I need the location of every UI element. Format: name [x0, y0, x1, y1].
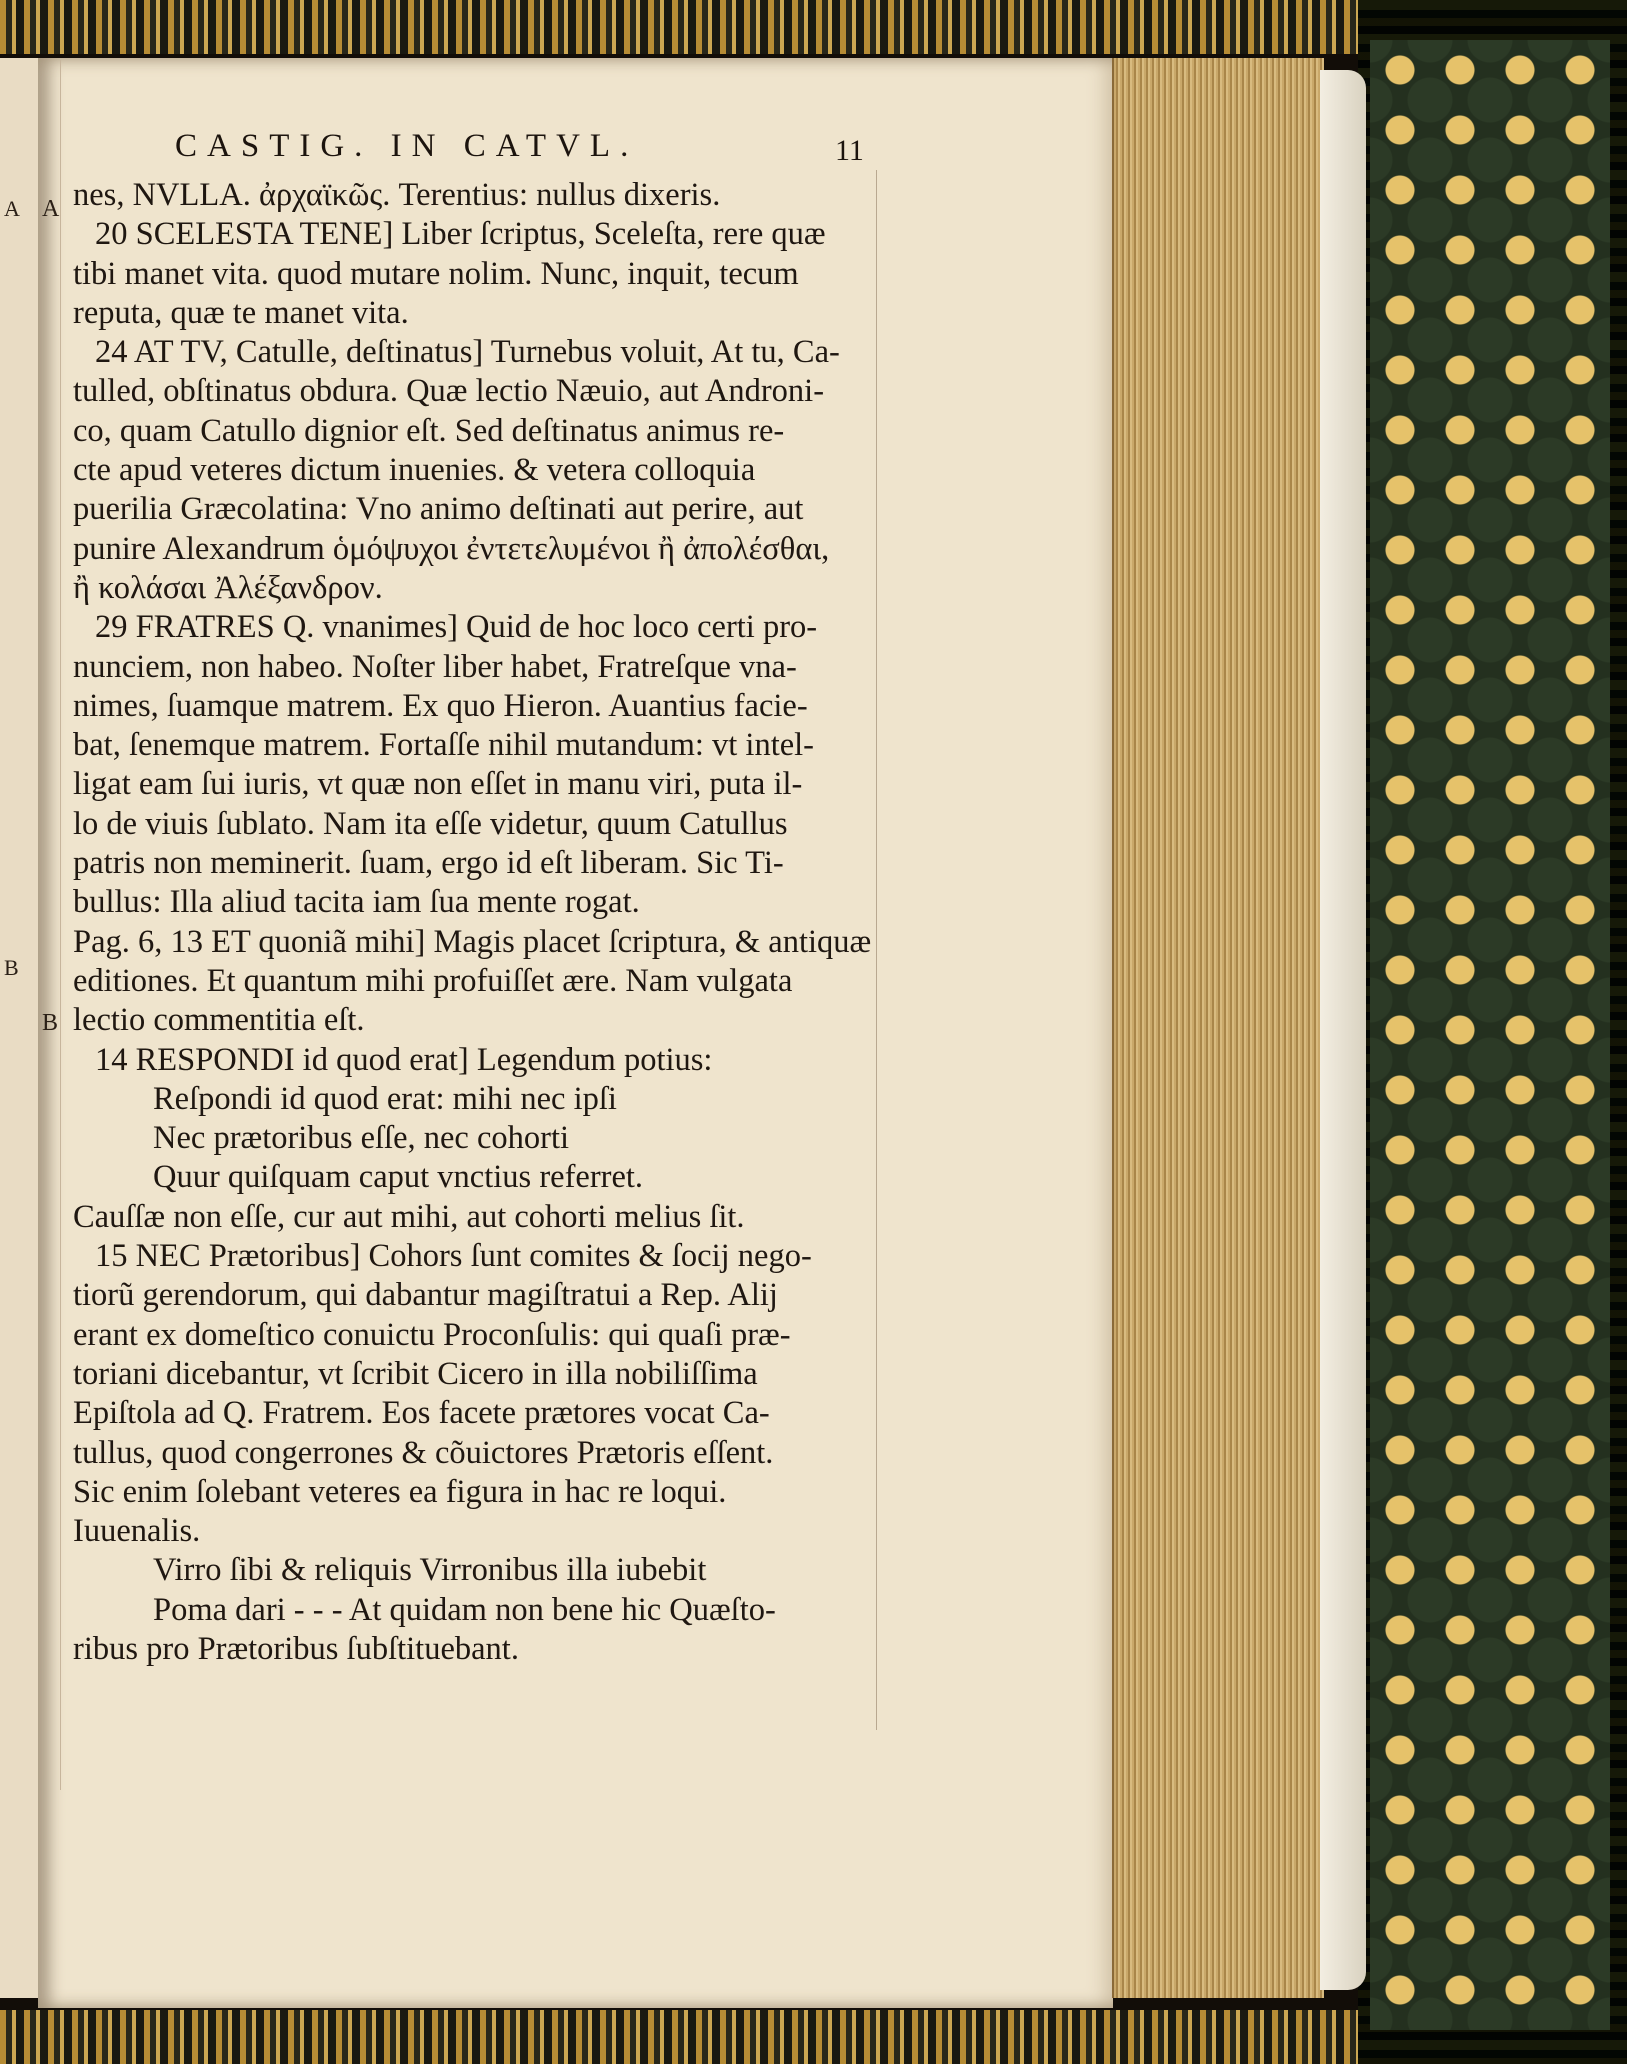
page-edge-highlight: [1320, 70, 1366, 1990]
facing-page-edge: [0, 58, 43, 1998]
text-line: tulled, obſtinatus obdura. Quæ lectio Næuio, aut Androni-: [73, 373, 825, 410]
text-line: nes, NVLLA. ἀρχαϊκῶς. Terentius: nullus dixeris.: [73, 177, 721, 213]
text-line: Pag. 6, 13 ET quoniã mihi] Magis placet ſcriptura, & antiquæ: [73, 923, 872, 960]
gilt-border-top: [0, 0, 1420, 54]
text-line: puerilia Græcolatina: Vno animo deſtinati aut perire, aut: [73, 491, 804, 528]
text-line: punire Alexandrum ὁμόψυχοι ἐντετελυμένοι ἢ ἀπολέσθαι,: [73, 530, 830, 567]
text-line: tullus, quod congerrones & cõuictores Prætoris eſſent.: [73, 1434, 774, 1471]
text-line: 24 AT TV, Catulle, deſtinatus] Turnebus voluit, At tu, Ca-: [95, 334, 840, 371]
text-line: cte apud veteres dictum inuenies. & vetera colloquia: [73, 452, 756, 489]
text-line: Reſpondi id quod erat: mihi nec ipſi: [153, 1080, 617, 1117]
running-head: CASTIG. IN CATVL.: [175, 128, 639, 164]
text-line: Nec prætoribus eſſe, nec cohorti: [153, 1120, 570, 1157]
text-line: bat, ſenemque matrem. Fortaſſe nihil mutandum: vt intel-: [73, 727, 815, 764]
text-line: ligat eam ſui iuris, vt quæ non eſſet in manu viri, puta il-: [73, 766, 803, 803]
text-line: lectio commentitia eſt.: [73, 1002, 365, 1039]
text-line: 29 FRATRES Q. vnanimes] Quid de hoc loco certi pro-: [95, 609, 818, 646]
text-line: Poma dari - - - At quidam non bene hic Quæſto-: [153, 1591, 776, 1628]
text-line: Sic enim ſolebant veteres ea figura in hac re loqui.: [73, 1473, 727, 1510]
text-line: lo de viuis ſublato. Nam ita eſſe videtur, quum Catullus: [73, 805, 788, 842]
text-line: ἢ κολάσαι Ἀλέξανδρον.: [73, 569, 383, 606]
text-line: nunciem, non habeo. Noſter liber habet, Fratreſque vna-: [73, 648, 797, 685]
text-line: toriani dicebantur, vt ſcribit Cicero in illa nobiliſſima: [73, 1355, 758, 1392]
ornamental-cover-panel: [1370, 40, 1610, 2030]
margin-letter-b: B: [42, 1010, 59, 1036]
text-line: patris non meminerit. ſuam, ergo id eſt liberam. Sic Ti-: [73, 845, 784, 882]
text-line: reputa, quæ te manet vita.: [73, 294, 409, 331]
text-line: nimes, ſuamque matrem. Ex quo Hieron. Auantius facie-: [73, 687, 808, 724]
text-line: Cauſſæ non eſſe, cur aut mihi, aut cohorti melius ſit.: [73, 1198, 745, 1235]
page-fore-edge: [1112, 58, 1324, 1998]
text-line: 20 SCELESTA TENE] Liber ſcriptus, Sceleſta, rere quæ: [95, 216, 826, 253]
margin-letter-a: A: [42, 196, 60, 222]
gilt-border-bottom: [0, 2010, 1420, 2064]
text-line: editiones. Et quantum mihi profuiſſet ære. Nam vulgata: [73, 962, 793, 999]
text-line: ribus pro Prætoribus ſubſtituebant.: [73, 1630, 519, 1667]
text-line: 15 NEC Prætoribus] Cohors ſunt comites & ſocij nego-: [95, 1238, 812, 1275]
text-line: Quur quiſquam caput vnctius referret.: [153, 1159, 644, 1196]
margin-letter-b-left: B: [4, 955, 19, 980]
text-line: Iuuenalis.: [73, 1513, 201, 1550]
right-margin-rule: [876, 170, 877, 1730]
commentary-text: [73, 176, 871, 1669]
left-margin-rule: [60, 60, 61, 1790]
text-line: Virro ſibi & reliquis Virronibus illa iubebit: [153, 1552, 707, 1589]
text-line: Epiſtola ad Q. Fratrem. Eos facete prætores vocat Ca-: [73, 1395, 770, 1432]
text-line: co, quam Catullo dignior eſt. Sed deſtinatus animus re-: [73, 412, 785, 449]
text-line: erant ex domeſtico conuictu Proconſulis: qui quaſi præ-: [73, 1316, 791, 1353]
text-line: tibi manet vita. quod mutare nolim. Nunc, inquit, tecum: [73, 255, 799, 292]
page-number: 11: [835, 134, 864, 167]
text-line: bullus: Illa aliud tacita iam ſua mente rogat.: [73, 884, 640, 921]
margin-letter-a-left: A: [4, 196, 20, 221]
text-line: 14 RESPONDI id quod erat] Legendum potius:: [95, 1041, 713, 1078]
text-line: tiorũ gerendorum, qui dabantur magiſtratui a Rep. Alij: [73, 1277, 778, 1314]
